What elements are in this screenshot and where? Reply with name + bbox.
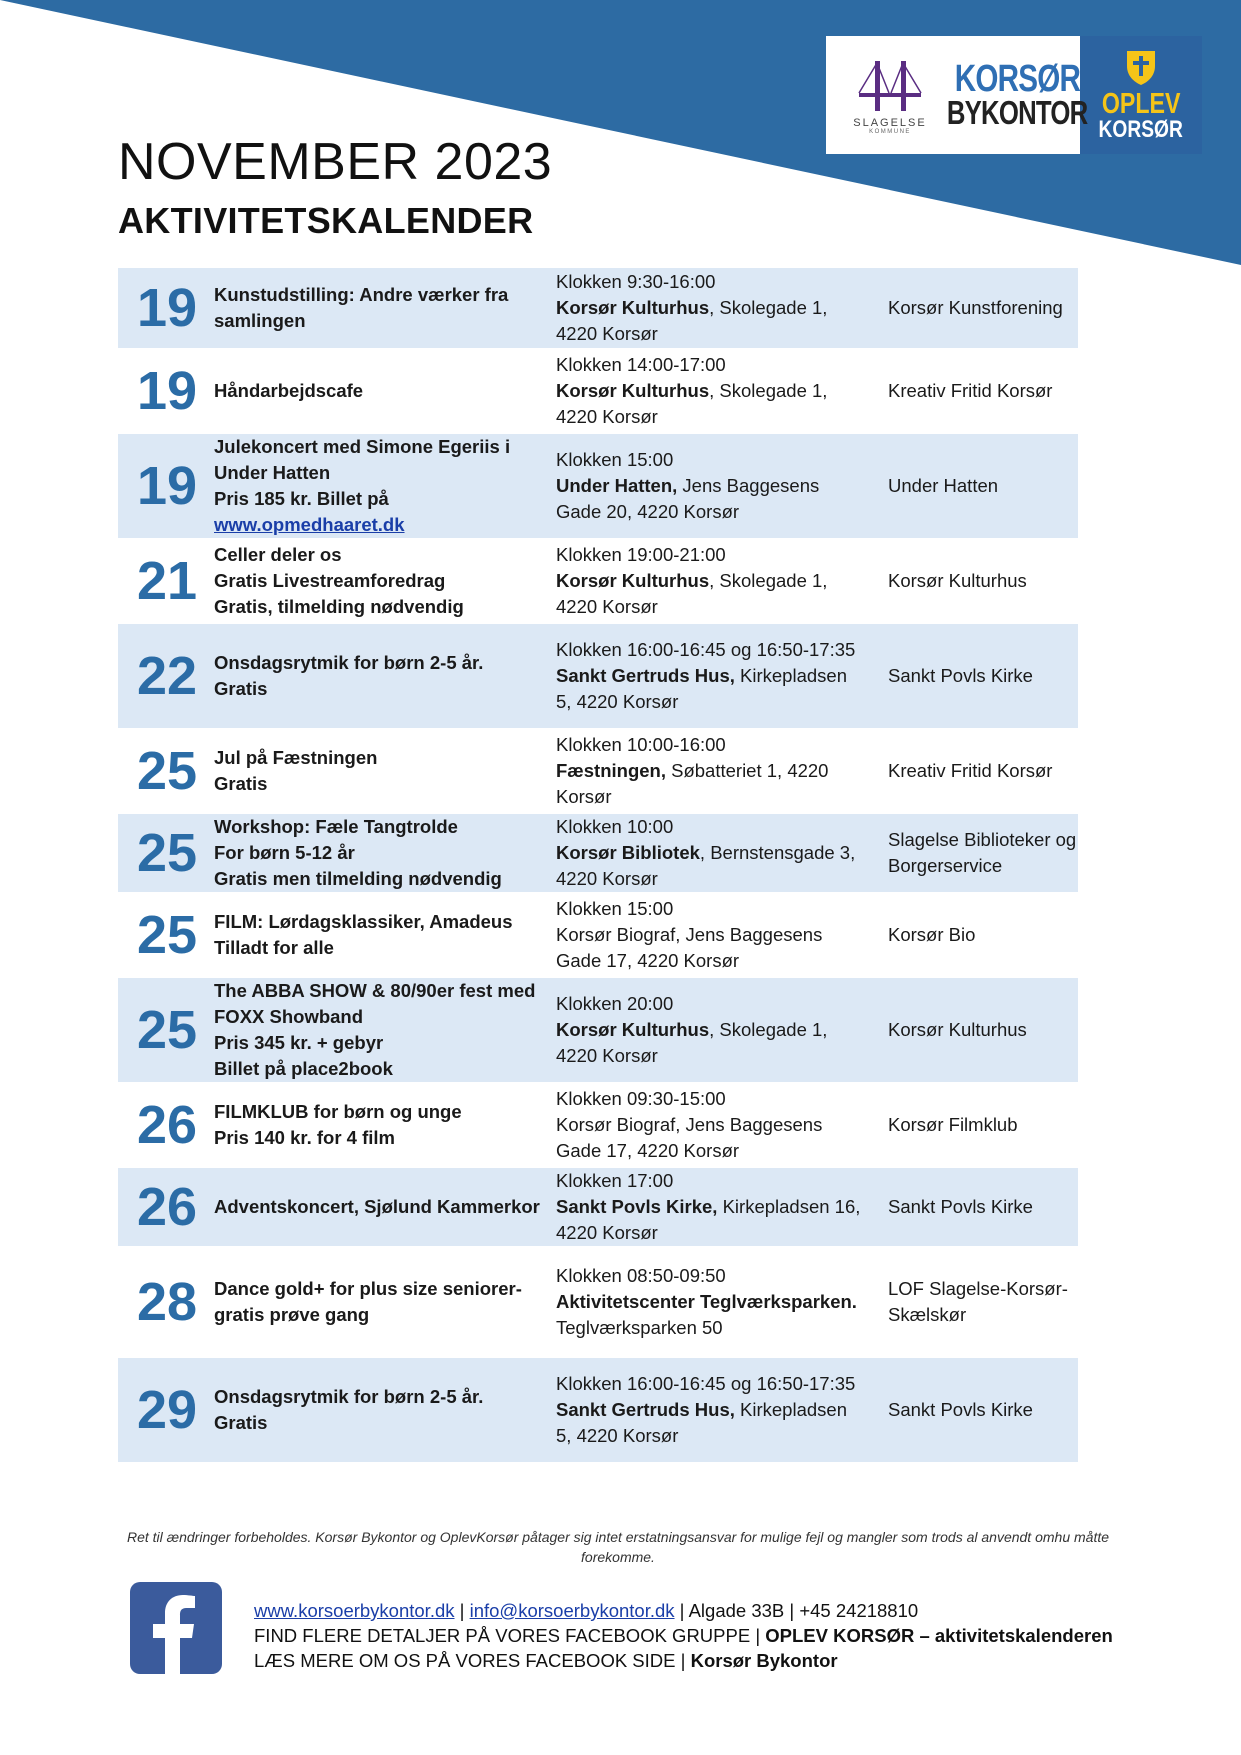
oplev-logo-line1: OPLEV — [1101, 88, 1181, 120]
event-day: 25 — [136, 741, 198, 801]
venue-address: Kirkepladsen 5, 4220 Korsør — [556, 1399, 847, 1446]
event-title-line: Celler deler os — [214, 544, 342, 565]
slagelse-logo — [826, 36, 954, 154]
event-title — [214, 1099, 556, 1151]
event-title — [214, 1276, 556, 1328]
oplev-korsor-logo — [1080, 36, 1202, 154]
calendar-row — [118, 1250, 1078, 1354]
calendar-row — [118, 624, 1078, 728]
event-day: 29 — [136, 1380, 198, 1440]
event-organizer: Korsør Bio — [888, 924, 976, 945]
event-title-line: Pris 140 kr. for 4 film — [214, 1127, 395, 1148]
event-venue — [556, 1017, 866, 1069]
korsor-logo-line2: BYKONTOR — [946, 94, 1088, 131]
event-title-line: Under Hatten — [214, 462, 331, 483]
event-time-venue — [556, 1371, 866, 1449]
event-time-venue — [556, 1168, 866, 1246]
venue-address: Kirkepladsen 5, 4220 Korsør — [556, 665, 847, 712]
venue-address: , Skolegade 1, 4220 Korsør — [556, 380, 828, 427]
event-title-line: Dance gold+ for plus size seniorer- — [214, 1278, 522, 1299]
event-title — [214, 814, 556, 892]
facebook-group-name: OPLEV KORSØR – aktivitetskalenderen — [765, 1625, 1113, 1646]
page-subtitle: AKTIVITETSKALENDER — [118, 200, 534, 241]
venue-address: Teglværksparken 50 — [556, 1317, 723, 1338]
event-title-line: Gratis — [214, 1412, 268, 1433]
event-title-line: Pris 345 kr. + gebyr — [214, 1032, 384, 1053]
event-title-line: Kunstudstilling: Andre værker fra — [214, 284, 509, 305]
venue-address: Korsør Biograf, Jens Baggesens Gade 17, 4220 Korsør — [556, 1114, 823, 1161]
event-title-line: FOXX Showband — [214, 1006, 364, 1027]
footer-line-1: www.korsoerbykontor.dk | info@korsoerbykontor.dk | Algade 33B | +45 24218810 — [254, 1600, 919, 1621]
event-day: 25 — [136, 1000, 198, 1060]
event-title-line: Onsdagsrytmik for børn 2-5 år. — [214, 1386, 484, 1407]
event-time: Klokken 15:00 — [556, 898, 674, 919]
event-title-line: Pris 185 kr. Billet på — [214, 488, 389, 509]
bridge-icon — [855, 55, 925, 115]
event-venue — [556, 922, 866, 974]
event-time: Klokken 15:00 — [556, 449, 674, 470]
address-phone: | Algade 33B | +45 24218810 — [674, 1600, 919, 1621]
event-time-venue — [556, 1086, 866, 1164]
event-venue — [556, 1112, 866, 1164]
logo-panel — [824, 34, 1204, 156]
page-title: NOVEMBER 2023 — [118, 133, 553, 191]
korsor-logo-line1: KORSØR — [954, 58, 1080, 100]
event-organizer: Sankt Povls Kirke — [888, 665, 1033, 686]
event-venue — [556, 1289, 866, 1341]
event-organizer: Korsør Kulturhus — [888, 1019, 1027, 1040]
event-organizer: Korsør Kunstforening — [888, 297, 1063, 318]
event-venue — [556, 1194, 866, 1246]
calendar-row — [118, 268, 1078, 348]
event-title-line: FILM: Lørdagsklassiker, Amadeus — [214, 911, 513, 932]
facebook-group-text: FIND FLERE DETALJER PÅ VORES FACEBOOK GRUPPE | — [254, 1625, 766, 1646]
event-title — [214, 542, 556, 620]
event-time-venue — [556, 637, 866, 715]
event-organizer: Sankt Povls Kirke — [888, 1196, 1033, 1217]
event-time: Klokken 16:00-16:45 og 16:50-17:35 — [556, 1373, 856, 1394]
venue-address: , Skolegade 1, 4220 Korsør — [556, 297, 828, 344]
event-title-line: For børn 5-12 år — [214, 842, 355, 863]
event-title — [214, 909, 556, 961]
event-time-venue — [556, 896, 866, 974]
event-time: Klokken 17:00 — [556, 1170, 674, 1191]
calendar-row — [118, 732, 1078, 810]
slagelse-sub: KOMMUNE — [869, 129, 911, 135]
oplev-logo-line2: KORSØR — [1098, 116, 1184, 143]
event-time-venue — [556, 447, 866, 525]
event-time-venue — [556, 1263, 866, 1341]
venue-name: Korsør Kulturhus — [556, 297, 710, 318]
event-day: 26 — [136, 1095, 198, 1155]
event-day: 26 — [136, 1177, 198, 1237]
event-time: Klokken 10:00 — [556, 816, 674, 837]
calendar-row — [118, 1168, 1078, 1246]
event-day: 19 — [136, 361, 198, 421]
event-title — [214, 978, 556, 1082]
event-organizer: Korsør Kulturhus — [888, 570, 1027, 591]
venue-address: Korsør Biograf, Jens Baggesens Gade 17, 4220 Korsør — [556, 924, 823, 971]
event-title-line: Gratis men tilmelding nødvendig — [214, 868, 502, 889]
calendar-row — [118, 1358, 1078, 1462]
event-title-line: Adventskoncert, Sjølund Kammerkor — [214, 1196, 540, 1217]
footer-line-2 — [254, 1623, 1113, 1648]
event-title — [214, 282, 556, 334]
event-title — [214, 1384, 556, 1436]
event-time-venue — [556, 814, 866, 892]
event-time-venue — [556, 269, 866, 347]
event-title-line: Julekoncert med Simone Egeriis i — [214, 436, 511, 457]
event-organizer: Kreativ Fritid Korsør — [888, 380, 1053, 401]
event-venue — [556, 758, 866, 810]
venue-address: Kirkepladsen 16, 4220 Korsør — [556, 1196, 861, 1243]
facebook-page-text: LÆS MERE OM OS PÅ VORES FACEBOOK SIDE | — [254, 1650, 691, 1671]
event-day: 21 — [136, 551, 198, 611]
event-title-line: Gratis Livestreamforedrag — [214, 570, 446, 591]
website-link[interactable]: www.korsoerbykontor.dk — [254, 1600, 455, 1621]
event-title — [214, 1194, 556, 1220]
event-time: Klokken 14:00-17:00 — [556, 354, 726, 375]
event-time-venue — [556, 991, 866, 1069]
event-organizer: LOF Slagelse-Korsør-Skælskør — [888, 1278, 1068, 1325]
event-title — [214, 745, 556, 797]
venue-address: , Skolegade 1, 4220 Korsør — [556, 1019, 828, 1066]
event-day: 25 — [136, 905, 198, 965]
event-organizer: Korsør Filmklub — [888, 1114, 1018, 1135]
venue-name: Korsør Kulturhus — [556, 570, 710, 591]
event-title — [214, 378, 556, 404]
event-title-line: Billet på place2book — [214, 1058, 393, 1079]
event-title-line: Gratis — [214, 773, 268, 794]
event-venue — [556, 663, 866, 715]
event-time: Klokken 20:00 — [556, 993, 674, 1014]
event-title-line: Tilladt for alle — [214, 937, 334, 958]
venue-name: Korsør Bibliotek — [556, 842, 700, 863]
event-title-line: Gratis — [214, 678, 268, 699]
venue-name: Aktivitetscenter Teglværksparken. — [556, 1291, 857, 1312]
event-organizer: Sankt Povls Kirke — [888, 1399, 1033, 1420]
venue-name: Under Hatten, — [556, 475, 678, 496]
event-venue — [556, 840, 866, 892]
event-day: 19 — [136, 456, 198, 516]
event-time-venue — [556, 732, 866, 810]
calendar-row — [118, 978, 1078, 1082]
disclaimer: Ret til ændringer forbeholdes. Korsør Bykontor og OplevKorsør påtager sig intet erstatningsansvar for mulige fejl og mangler som trods al anvendt omhu måtte forekomme. — [126, 1529, 1110, 1565]
calendar-row — [118, 352, 1078, 430]
activity-calendar — [118, 268, 1078, 1466]
event-title-line: The ABBA SHOW & 80/90er fest med — [214, 980, 536, 1001]
facebook-icon[interactable] — [130, 1582, 222, 1674]
venue-address: , Skolegade 1, 4220 Korsør — [556, 570, 828, 617]
event-time: Klokken 10:00-16:00 — [556, 734, 726, 755]
event-time: Klokken 19:00-21:00 — [556, 544, 726, 565]
event-title — [214, 434, 556, 538]
event-title-line: Onsdagsrytmik for børn 2-5 år. — [214, 652, 484, 673]
event-title — [214, 650, 556, 702]
event-venue — [556, 568, 866, 620]
event-title-line: Jul på Fæstningen — [214, 747, 378, 768]
event-title-line: samlingen — [214, 310, 306, 331]
event-venue — [556, 295, 866, 347]
footer-contact — [254, 1598, 1113, 1673]
venue-name: Korsør Kulturhus — [556, 380, 710, 401]
venue-name: Sankt Gertruds Hus, — [556, 1399, 735, 1420]
event-day: 25 — [136, 823, 198, 883]
venue-address: Jens Baggesens Gade 20, 4220 Korsør — [556, 475, 820, 522]
email-link[interactable]: info@korsoerbykontor.dk — [469, 1600, 675, 1621]
korsor-bykontor-logo — [946, 36, 1088, 154]
venue-name: Sankt Gertruds Hus, — [556, 665, 735, 686]
event-title-line: Workshop: Fæle Tangtrolde — [214, 816, 458, 837]
venue-name: Sankt Povls Kirke, — [556, 1196, 718, 1217]
event-organizer: Under Hatten — [888, 475, 999, 496]
event-title-line: Gratis, tilmelding nødvendig — [214, 596, 464, 617]
event-time: Klokken 16:00-16:45 og 16:50-17:35 — [556, 639, 856, 660]
calendar-row — [118, 1086, 1078, 1164]
calendar-row — [118, 814, 1078, 892]
event-venue — [556, 378, 866, 430]
event-title-line: FILMKLUB for børn og unge — [214, 1101, 462, 1122]
slagelse-name: SLAGELSE — [853, 117, 927, 129]
event-time: Klokken 9:30-16:00 — [556, 271, 716, 292]
event-day: 22 — [136, 646, 198, 706]
event-title-line: gratis prøve gang — [214, 1304, 370, 1325]
event-time-venue — [556, 352, 866, 430]
event-day: 28 — [136, 1272, 198, 1332]
event-organizer: Kreativ Fritid Korsør — [888, 760, 1053, 781]
event-time-venue — [556, 542, 866, 620]
event-venue — [556, 1397, 866, 1449]
event-day: 19 — [136, 278, 198, 338]
event-time: Klokken 09:30-15:00 — [556, 1088, 726, 1109]
venue-address: Søbatteriet 1, 4220 Korsør — [556, 760, 829, 807]
shield-icon — [1124, 48, 1158, 86]
venue-name: Korsør Kulturhus — [556, 1019, 710, 1040]
calendar-row — [118, 434, 1078, 538]
venue-address: , Bernstensgade 3, 4220 Korsør — [556, 842, 856, 889]
event-organizer: Slagelse Biblioteker og Borgerservice — [888, 829, 1077, 876]
event-venue — [556, 473, 866, 525]
calendar-row — [118, 542, 1078, 620]
venue-name: Fæstningen, — [556, 760, 666, 781]
ticket-link[interactable]: www.opmedhaaret.dk — [214, 514, 405, 535]
event-title-line: Håndarbejdscafe — [214, 380, 364, 401]
footer-line-3 — [254, 1648, 1113, 1673]
event-time: Klokken 08:50-09:50 — [556, 1265, 726, 1286]
calendar-row — [118, 896, 1078, 974]
facebook-page-name: Korsør Bykontor — [690, 1650, 838, 1671]
